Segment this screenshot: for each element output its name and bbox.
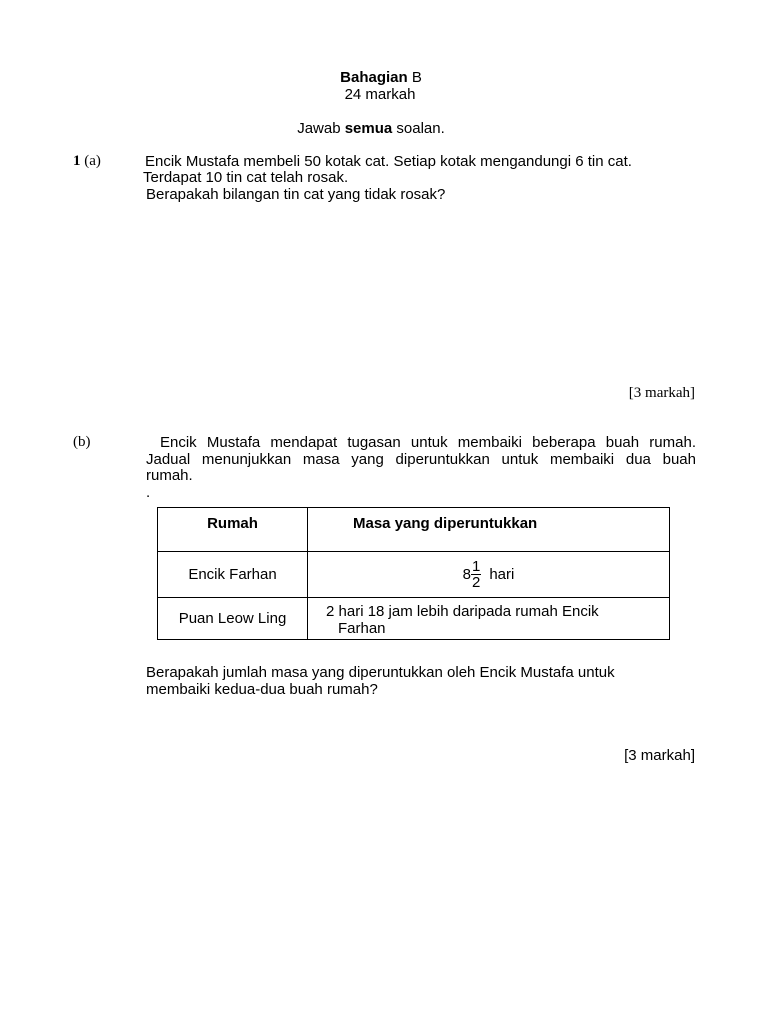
table-header-row (158, 508, 670, 552)
part-b-line-1-text: Encik Mustafa mendapat tugasan untuk membaiki beberapa buah rumah. (160, 434, 696, 451)
marks-total: 24 markah (344, 86, 416, 103)
part-a-line-2: Terdapat 10 tin cat telah rosak. (143, 169, 349, 186)
table-row (158, 598, 670, 640)
part-b-line-2-text: Jadual menunjukkan masa yang diperuntukkan untuk membaiki dua buah (146, 451, 696, 468)
row1-name: Encik Farhan (158, 552, 308, 598)
section-word: Bahagian (340, 69, 408, 86)
part-a-marks: [3 markah] (628, 385, 695, 401)
part-b-line-1 (160, 434, 696, 451)
row2-name: Puan Leow Ling (158, 598, 308, 640)
row2-line-2: Farhan (338, 619, 386, 637)
part-b-line-3: rumah. (146, 467, 193, 484)
part-a-line-3: Berapakah bilangan tin cat yang tidak rosak? (146, 186, 446, 203)
section-heading (0, 69, 765, 86)
fraction (471, 559, 481, 590)
instruction (0, 120, 755, 137)
fraction-denominator: 2 (471, 574, 481, 591)
row2-time (308, 598, 670, 640)
part-a-line-1: Encik Mustafa membeli 50 kotak cat. Setiap kotak mengandungi 6 tin cat. (145, 153, 632, 170)
question-number: 1 (73, 153, 81, 169)
mixed-number (463, 559, 515, 590)
instruction-pre: Jawab (297, 120, 345, 137)
part-b-marks: [3 markah] (624, 747, 695, 764)
part-b-question-line-2: membaiki kedua-dua buah rumah? (146, 681, 378, 698)
fraction-numerator: 1 (471, 558, 481, 575)
instruction-post: soalan. (392, 120, 445, 137)
part-a-label: (a) (84, 153, 101, 169)
table-row (158, 552, 670, 598)
table-header-rumah: Rumah (158, 508, 308, 552)
table-header-masa: Masa yang diperuntukkan (308, 508, 670, 552)
question-number-part-a (73, 153, 101, 170)
row1-time (308, 552, 670, 598)
part-b-label: (b) (73, 434, 91, 450)
instruction-bold: semua (344, 120, 393, 137)
part-b-question-line-1: Berapakah jumlah masa yang diperuntukkan oleh Encik Mustafa untuk (146, 664, 615, 681)
row2-line-1: 2 hari 18 jam lebih daripada rumah Encik (326, 602, 599, 620)
row1-unit: hari (489, 566, 515, 583)
time-allocation-table (157, 507, 670, 640)
part-b-line-2 (146, 451, 696, 468)
part-b-dot: . (146, 484, 151, 501)
section-letter: B (411, 69, 422, 86)
row1-whole: 8 (462, 566, 471, 583)
